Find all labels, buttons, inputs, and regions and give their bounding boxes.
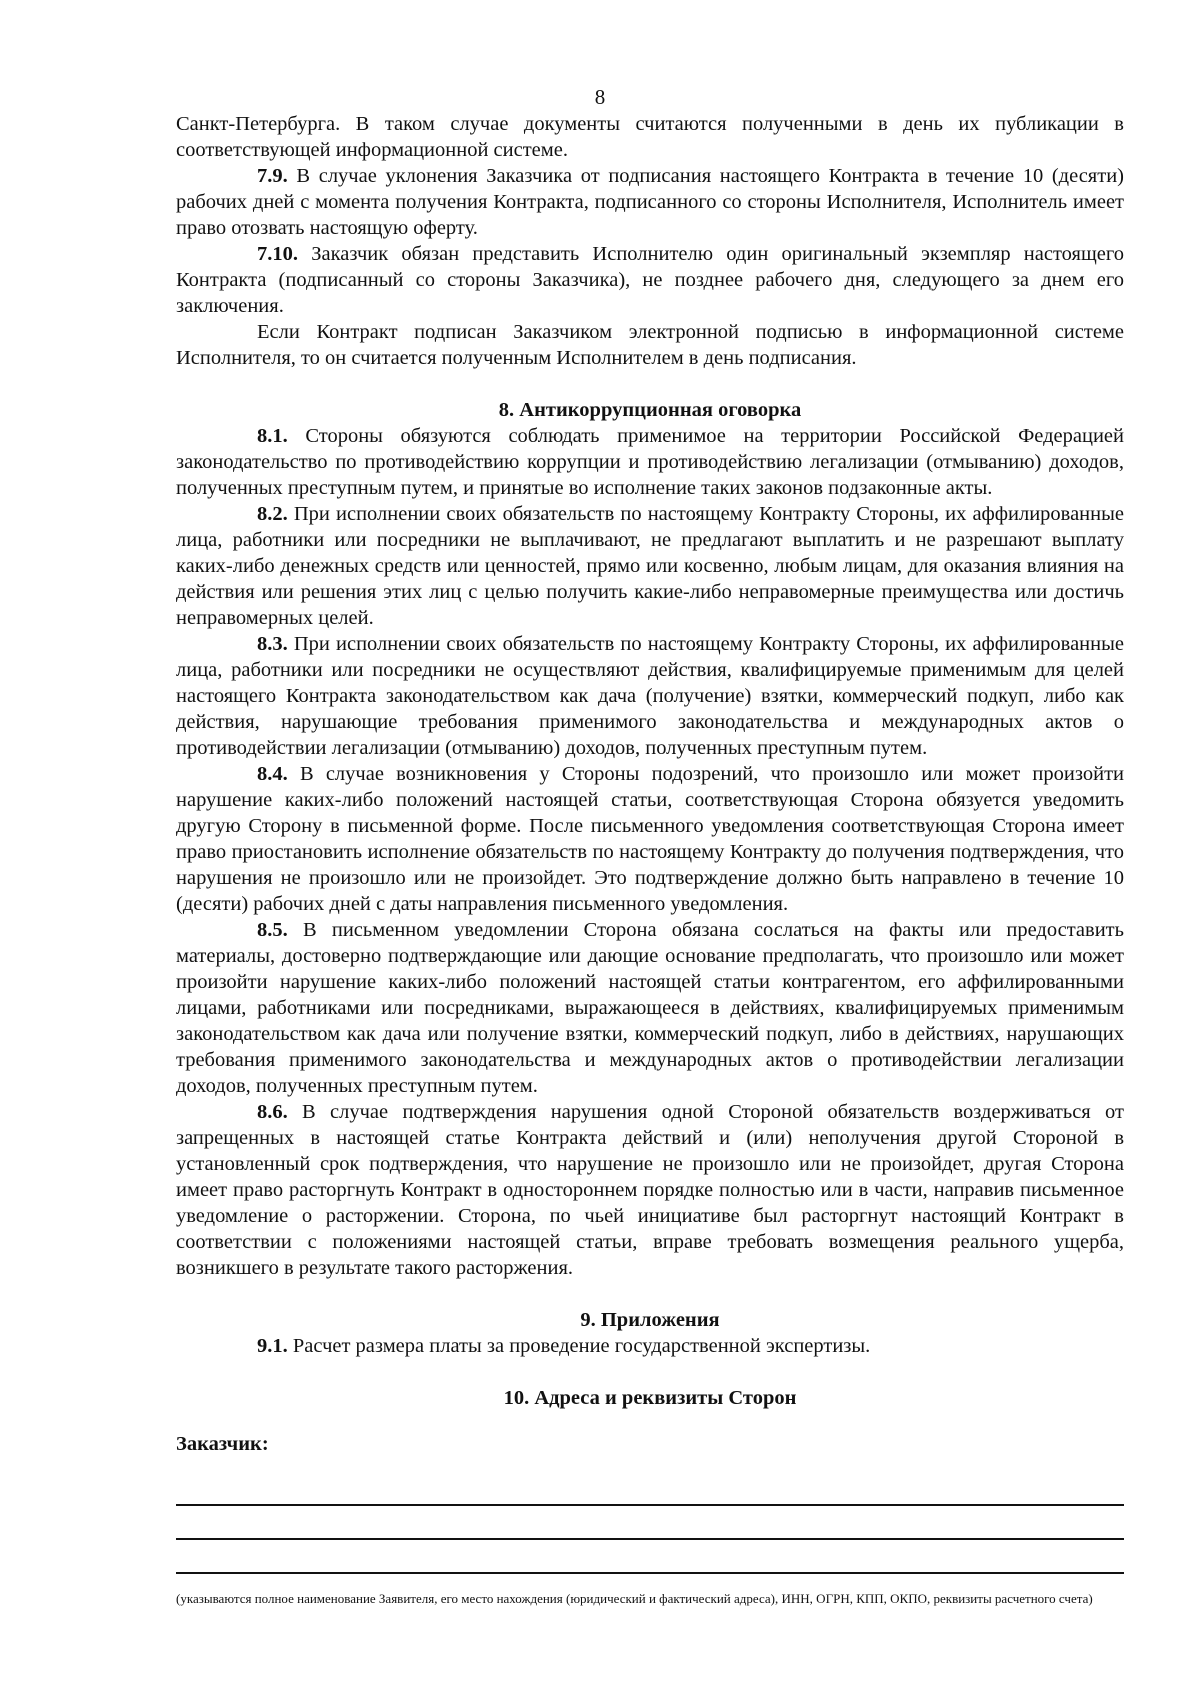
paragraph-text: Санкт-Петербурга. В таком случае документы считаются полученными в день их публикации в соответствующей информационной системе. xyxy=(176,113,1124,161)
customer-fill-line-2 xyxy=(176,1538,1124,1540)
customer-fill-line-1 xyxy=(176,1504,1124,1506)
clause-7-10 xyxy=(176,241,1124,319)
clause-number: 8.6. xyxy=(257,1101,288,1123)
customer-fill-line-3 xyxy=(176,1572,1124,1574)
clause-9-1 xyxy=(176,1333,1124,1359)
clause-text: Стороны обязуются соблюдать применимое на территории Российской Федерацией законодательство по противодействию коррупции и противодействию легализации (отмыванию) доходов, полученных преступным путем, и принятые во исполнение таких законов подзаконные акты. xyxy=(176,425,1124,499)
clause-number: 7.9. xyxy=(257,165,288,187)
document-body xyxy=(176,111,1124,1457)
clause-8-5 xyxy=(176,917,1124,1099)
clause-text: При исполнении своих обязательств по настоящему Контракту Стороны, их аффилированные лица, работники или посредники не осуществляют действия, квалифицируемые применимым для целей настоящего Контракта законодательством как дача (получение) взятки, коммерческий подкуп, либо как действия, нарушающие требования применимого законодательства и международных актов о противодействии легализации (отмыванию) доходов, полученных преступным путем. xyxy=(176,633,1124,759)
clause-8-1 xyxy=(176,423,1124,501)
clause-text: Расчет размера платы за проведение государственной экспертизы. xyxy=(287,1335,871,1357)
paragraph-esign xyxy=(176,319,1124,371)
clause-text: В случае подтверждения нарушения одной Стороной обязательств воздерживаться от запрещенных в настоящей статье Контракта действий и (или) неполучения другой Стороной в установленный срок подтверждения, что нарушение не произошло или не произойдет, другая Сторона имеет право расторгнуть Контракт в одностороннем порядке полностью или в части, направив письменное уведомление о расторжении. Сторона, по чьей инициативе был расторгнут настоящий Контракт в соответствии с положениями настоящей статьи, вправе требовать возмещения реального ущерба, возникшего в результате такого расторжения. xyxy=(176,1101,1124,1279)
clause-number: 7.10. xyxy=(257,243,298,265)
clause-text: При исполнении своих обязательств по настоящему Контракту Стороны, их аффилированные лица, работники или посредники не выплачивают, не предлагают выплатить и не разрешают выплату каких-либо денежных средств или ценностей, прямо или косвенно, любым лицам, для оказания влияния на действия или решения этих лиц с целью получить какие-либо неправомерные преимущества или достичь неправомерных целей. xyxy=(176,503,1124,629)
paragraph-continuation xyxy=(176,111,1124,163)
page-number: 8 xyxy=(594,85,606,109)
clause-text: В случае возникновения у Стороны подозрений, что произошло или может произойти нарушение каких-либо положений настоящей статьи, соответствующая Сторона обязуется уведомить другую Сторону в письменной форме. После письменного уведомления соответствующая Сторона имеет право приостановить исполнение обязательств по настоящему Контракту до получения подтверждения, что нарушения не произошло или не произойдет. Это подтверждение должно быть направлено в течение 10 (десяти) рабочих дней с даты направления письменного уведомления. xyxy=(176,763,1124,915)
clause-8-2 xyxy=(176,501,1124,631)
clause-8-6 xyxy=(176,1099,1124,1281)
clause-8-3 xyxy=(176,631,1124,761)
footnote: (указываются полное наименование Заявителя, его место нахождения (юридический и фактический адреса), ИНН, ОГРН, КПП, ОКПО, реквизиты расчетного счета) xyxy=(176,1591,1093,1606)
clause-number: 8.3. xyxy=(257,633,288,655)
clause-text: Заказчик обязан представить Исполнителю один оригинальный экземпляр настоящего Контракта (подписанный со стороны Заказчика), не позднее рабочего дня, следующего за днем его заключения. xyxy=(176,243,1124,317)
clause-7-9 xyxy=(176,163,1124,241)
clause-number: 8.5. xyxy=(257,919,288,941)
paragraph-text: Если Контракт подписан Заказчиком электронной подписью в информационной системе Исполнителя, то он считается полученным Исполнителем в день подписания. xyxy=(176,321,1124,369)
section-10-heading: 10. Адреса и реквизиты Сторон xyxy=(503,1387,797,1409)
clause-number: 8.1. xyxy=(257,425,288,447)
customer-label: Заказчик: xyxy=(176,1433,269,1455)
section-9-heading: 9. Приложения xyxy=(580,1309,720,1331)
clause-number: 9.1. xyxy=(257,1335,288,1357)
clause-text: В письменном уведомлении Сторона обязана сослаться на факты или предоставить материалы, достоверно подтверждающие или дающие основание предполагать, что произошло или может произойти нарушение каких-либо положений настоящей статьи контрагентом, его аффилированными лицами, работниками или посредниками, выражающееся в действиях, квалифицируемых применимым законодательством как дача или получение взятки, коммерческий подкуп, либо в действиях, нарушающих требования применимого законодательства и международных актов о противодействии легализации доходов, полученных преступным путем. xyxy=(176,919,1124,1097)
clause-8-4 xyxy=(176,761,1124,917)
clause-number: 8.4. xyxy=(257,763,288,785)
clause-text: В случае уклонения Заказчика от подписания настоящего Контракта в течение 10 (десяти) рабочих дней с момента получения Контракта, подписанного со стороны Исполнителя, Исполнитель имеет право отозвать настоящую оферту. xyxy=(176,165,1124,239)
section-8-heading: 8. Антикоррупционная оговорка xyxy=(498,399,802,421)
clause-number: 8.2. xyxy=(257,503,288,525)
